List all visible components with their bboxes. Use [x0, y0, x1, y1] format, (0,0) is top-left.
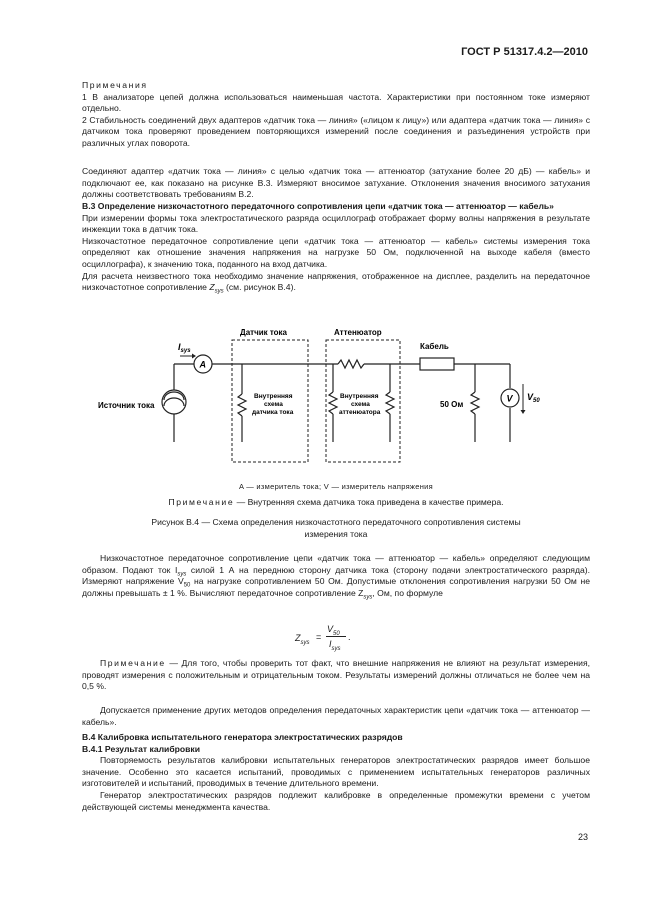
attenuator-shunt-resistor-1 [329, 392, 337, 414]
load-resistor [471, 392, 479, 414]
section-b41-heading: В.4.1 Результат калибровки [82, 743, 201, 754]
formula-denominator: $I_{sys}$ [329, 639, 341, 652]
attenuator-label: Аттенюатор [334, 328, 382, 337]
sensor-inner-label-1: Внутренняя [254, 393, 293, 400]
other-methods-paragraph: Допускается применение других методов определения передаточных характеристик цепи «датчик тока — аттенюатор — кабель». [82, 705, 590, 727]
z-sys-var: Z [209, 282, 215, 293]
note-1: 1 В анализаторе цепей должна использоваться наименьшая частота. Характеристики при постоянном токе измеряют отдельно. [82, 91, 590, 114]
section-b3-heading: В.3 Определение низкочастотного передаточного сопротивления цепи «датчик тока — аттенюатор — кабель» [82, 201, 554, 211]
section-b3 [82, 201, 590, 294]
figure-caption-line-2: измерения тока [304, 528, 368, 539]
adapter-paragraph-block [82, 166, 590, 201]
sensor-inner-label-2: схема [264, 401, 283, 408]
notes-block [82, 80, 590, 150]
formula-lhs: $Z_{sys}$ [295, 633, 310, 646]
figure-note: Примечание — Внутренняя схема датчика тока приведена в качестве примера. [168, 497, 504, 507]
formula-eq: = [316, 632, 322, 642]
formula-numerator: $V_{50}$ [327, 624, 340, 637]
formula-period: . [348, 632, 351, 642]
voltmeter-letter: V [506, 393, 513, 404]
calc-block [82, 553, 590, 599]
ammeter-letter: A [199, 359, 206, 370]
other-methods-block [82, 705, 590, 728]
load-label: 50 Ом [440, 400, 464, 409]
att-inner-label-3: аттенюатора [339, 409, 381, 416]
section-b4 [82, 732, 590, 813]
adapter-paragraph: Соединяют адаптер «датчик тока — линия» с целью «датчик тока — аттенюатор (затухание более 20 дБ) — кабель» и подключают ее, как показано на рисунке В.3. Измеряют вносимое затухание. Отклонения значения вносимого затухания должны соответствовать требованиям В.2. [82, 166, 590, 200]
sensor-inner-label-3: датчика тока [252, 409, 294, 416]
section-b3-p1: При измерении формы тока электростатического разряда осциллограф отображает форму волны напряжения в результате инжекции тока в датчик тока. [82, 212, 590, 235]
section-b4-p1: Повторяемость результатов калибровки испытательных генераторов электростатических разрядов имеет большое значение. Особенно это касается испытаний, проводимых с применением испытательных генераторов различных изготовителей и испытаний, проводимых в течение длительного времени. [82, 755, 590, 789]
page-number: 23 [577, 832, 588, 842]
calc-paragraph: Низкочастотное передаточное сопротивление цепи «датчик тока — аттенюатор — кабель» определяют следующим образом. Подают ток $I_{sys}$ силой 1 А на переднюю сторону датчика тока (сторону подачи электростатического разряда). Измеряют напряжение $V_{50}$ на нагрузке сопротивлением 50 Ом. Допустимые отклонения сопротивления нагрузки 50 Ом не должны превышать ± 1 %. Вычисляют передаточное сопротивление $Z_{sys}$, Ом, по формуле [82, 553, 590, 601]
document-header: ГОСТ Р 51317.4.2—2010 [461, 46, 588, 58]
attenuator-series-resistor [338, 360, 364, 368]
att-inner-label-2: схема [351, 401, 370, 408]
i-sys-label: $I_{sys}$ [178, 342, 191, 354]
formula-bar [326, 636, 346, 637]
note-2: 2 Стабильность соединений двух адаптеров «датчик тока — линия» («лицом к лицу») или адаптера «датчик тока — линия» с датчиком тока проверяют проведением повторяющихся измерений после соединения и разъединения устройств при различных углах поворота. [82, 114, 590, 148]
circuit-diagram [90, 322, 560, 470]
current-source-label: Источник тока [98, 401, 155, 410]
attenuator-shunt-resistor-2 [386, 392, 394, 414]
section-b3-p2: Низкочастотное передаточное сопротивление цепи «датчик тока — аттенюатор — кабель» системы измерения тока определяют как отношение значения напряжения на нагрузке 50 Ом, подключенной на выходе кабеля (вместо осциллографа), к значению тока, поданного на вход датчика. [82, 235, 590, 269]
notes-title: Примечания [82, 80, 148, 90]
att-inner-label-1: Внутренняя [340, 393, 379, 400]
section-b4-heading: В.4 Калибровка испытательного генератора электростатических разрядов [82, 732, 403, 742]
sensor-internal-resistor [238, 394, 246, 416]
figure-caption-line-1: Рисунок В.4 — Схема определения низкочастотного передаточного сопротивления системы [151, 517, 521, 527]
cable-element [420, 358, 454, 370]
note2-paragraph: Примечание — Для того, чтобы проверить тот факт, что внешние напряжения не влияют на результат измерения, проводят измерения с положительным и отрицательным током. Результаты измерений должны отличаться не более чем на 0,5 %. [82, 658, 590, 692]
section-b4-p2: Генератор электростатических разрядов подлежит калибровке в определенные промежутки времени с учетом действующей системы менеджмента качества. [82, 789, 590, 812]
cable-label: Кабель [420, 342, 449, 351]
figure-caption [82, 517, 590, 540]
note2-block [82, 658, 590, 693]
figure-legend: A — измеритель тока; V — измеритель напряжения [238, 482, 434, 491]
v50-label: $V_{50}$ [527, 392, 540, 404]
sensor-label: Датчик тока [240, 328, 288, 337]
section-b3-p3: Для расчета неизвестного тока необходимо значение напряжения, отображенное на дисплее, разделить на передаточное низкочастотное сопротивление $Z_{sys}$ (см. рисунок В.4). [82, 270, 590, 295]
